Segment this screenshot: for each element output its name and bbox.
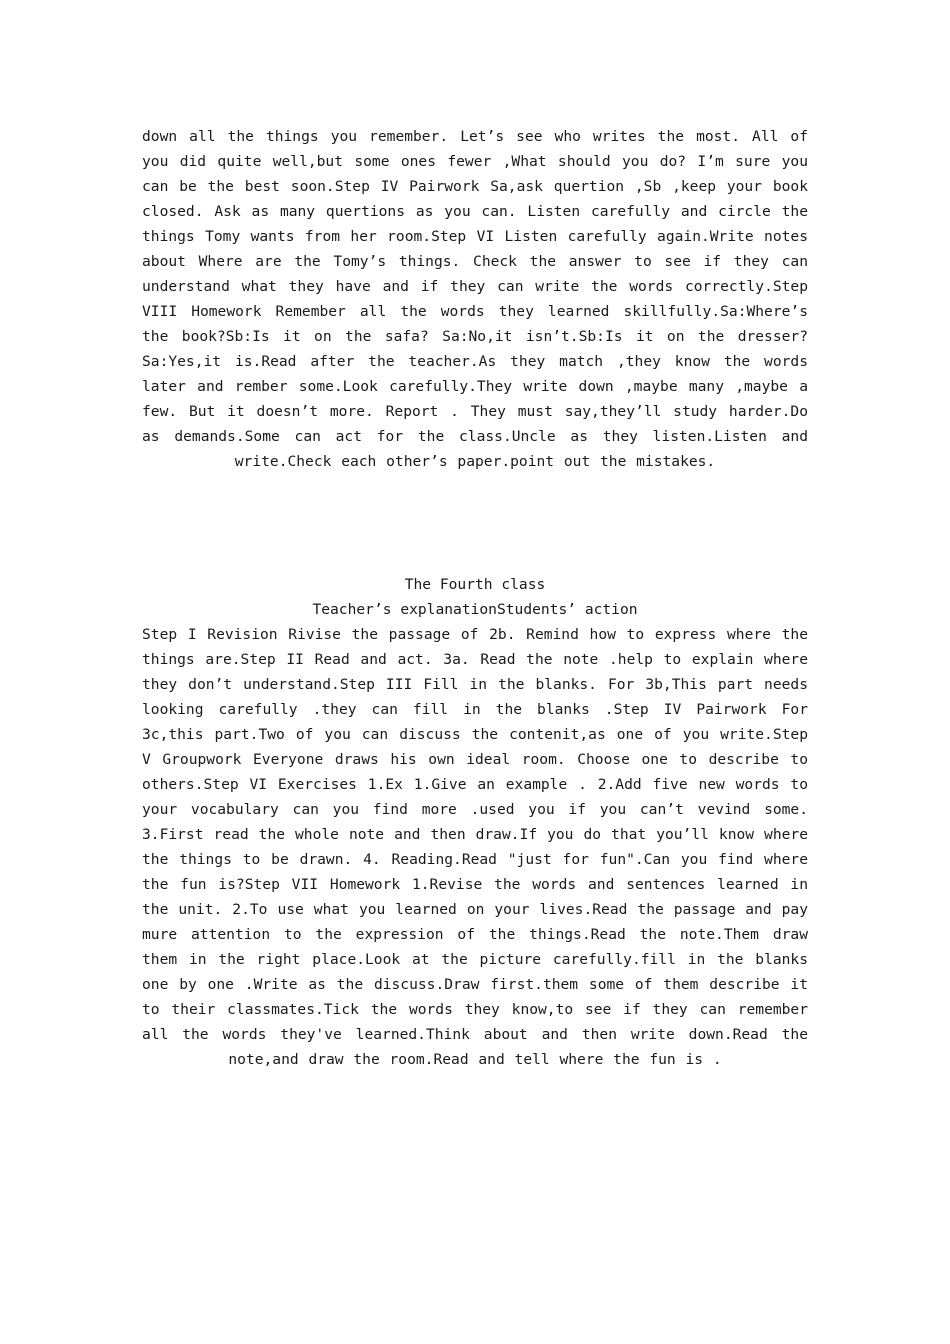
fourth-class-paragraph: Step I Revision Rivise the passage of 2b. Remind how to express where the things are.Step II Read and act. 3a. Read the note .help to explain where they don’t understand.Step III Fill in the blanks. For 3b,This part needs looking carefully .they can fill in the blanks .Step IV Pairwork For 3c,this part.Two of you can discuss the contenit,as one of you write.Step V Groupwork Everyone draws his own ideal room. Choose one to describe to others.Step VI Exercises 1.Ex 1.Give an example . 2.Add five new words to your vocabulary can you find more .used you if you can’t vevind some. 3.First read the whole note and then draw.If you do that you’ll know where the things to be drawn. 4. Reading.Read "just for fun".Can you find where the fun is?Step VII Homework 1.Revise the words and sentences learned in the unit. 2.To use what you learned on your lives.Read the passage and pay mure attention to the expression of the things.Read the note.Them draw them in the right place.Look at the picture carefully.fill in the blanks one by one .Write as the discuss.Draw first.them some of them describe it to their classmates.Tick the words they know,to see if they can remember all the words they've learned.Think about and then write down.Read the note,and draw the room.Read and tell where the fun is . xyxy=(142,626,808,1068)
section-title: The Fourth class xyxy=(404,576,546,593)
lesson-notes-paragraph: down all the things you remember. Let’s see who writes the most. All of you did quite well,but some ones fewer ,What should you do? I’m sure you can be the best soon.Step IV Pairwork Sa,ask quertion ,Sb ,keep your book closed. Ask as many quertions as you can. Listen carefully and circle the things Tomy wants from her room.Step VI Listen carefully again.Write notes about Where are the Tomy’s things. Check the answer to see if they can understand what they have and if they can write the words correctly.Step VIII Homework Remember all the words they learned skillfully.Sa:Where’s the book?Sb:Is it on the safa? Sa:No,it isn’t.Sb:Is it on the dresser?Sa:Yes,it is.Read after the teacher.As they match ,they know the words later and rember some.Look carefully.They write down ,maybe many ,maybe a few. But it doesn’t more. Report . They must say,they’ll study harder.Do as demands.Some can act for the class.Uncle as they listen.Listen and write.Check each other’s paper.point out the mistakes. xyxy=(142,128,808,470)
section-subtitle: Teacher’s explanationStudents’ action xyxy=(312,601,638,618)
fourth-class-section xyxy=(142,572,808,1072)
lesson-notes-section xyxy=(142,124,808,474)
